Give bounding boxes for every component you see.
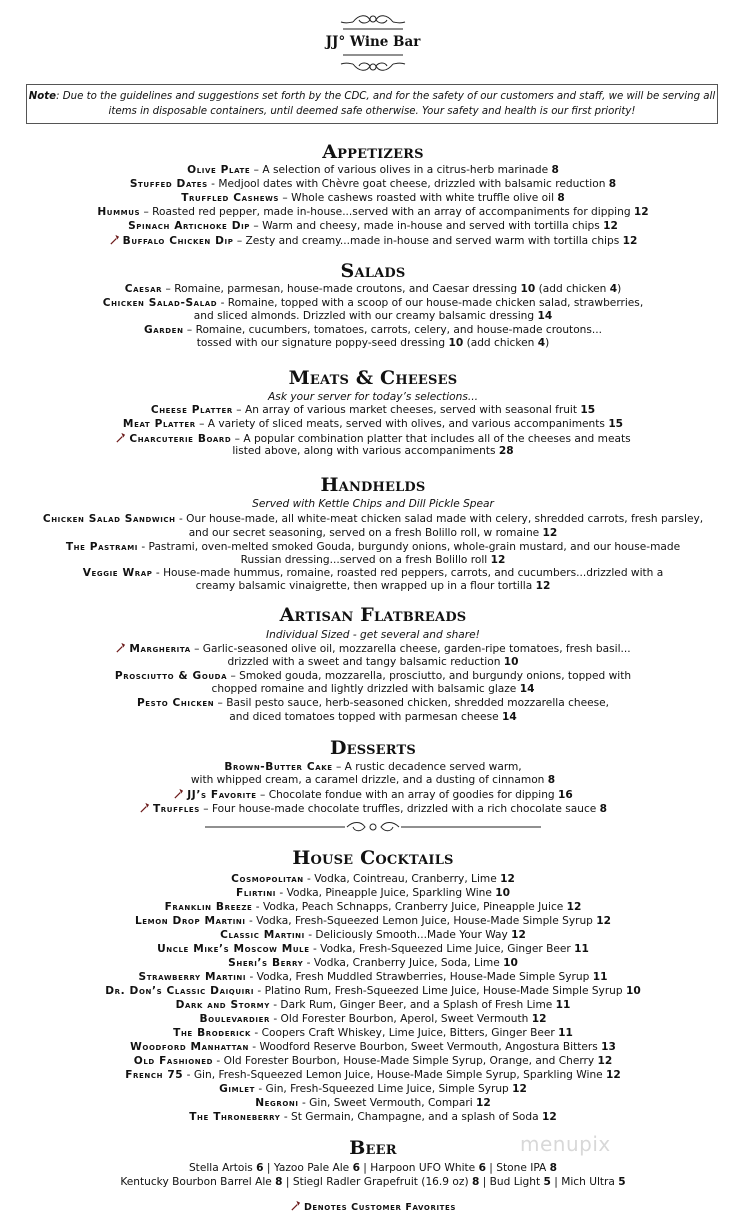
favorite-wine-glass-icon [139,802,150,813]
favorites-legend: Denotes Customer Favorites [0,1200,746,1214]
favorite-wine-glass-icon [109,234,120,245]
menu-item: Cosmopolitan - Vodka, Cointreau, Cranberry, Lime 12 [231,873,515,885]
beer-heading: Beer [349,1137,397,1159]
menu-item-continued: tossed with our signature poppy-seed dressing 10 (add chicken 4) [196,337,550,349]
appetizers-heading: Appetizers [322,141,424,163]
menu-item: Dark and Stormy - Dark Rum, Ginger Beer, and a Splash of Fresh Lime 11 [175,999,571,1011]
menu-item: The Broderick - Coopers Craft Whiskey, Lime Juice, Bitters, Ginger Beer 11 [173,1027,573,1039]
menu-item: Brown-Butter Cake – A rustic decadence served warm, [224,761,522,773]
menu-item: Strawberry Martini - Vodka, Fresh Muddled Strawberries, House-Made Simple Syrup 11 [138,971,608,983]
menu-item-continued: Russian dressing...served on a fresh Bolillo roll 12 [240,554,506,566]
menu-item: The Throneberry - St Germain, Champagne, and a splash of Soda 12 [189,1111,557,1123]
menu-item: Dr. Don’s Classic Daiquiri - Platino Rum, Fresh-Squeezed Lime Juice, House-Made Simple Syrup 10 [105,985,641,997]
cocktails-heading: House Cocktails [292,847,454,869]
menu-item: Charcuterie Board – A popular combination platter that includes all of the cheeses and meats [0,432,746,446]
menu-item: JJ’s Favorite – Chocolate fondue with an array of goodies for dipping 16 [0,788,746,802]
menu-item: Chicken Salad Sandwich - Our house-made, all white-meat chicken salad made with celery, shredded carrots, fresh parsley, [42,513,704,525]
note-label: Note [28,91,57,102]
menu-item: Prosciutto & Gouda – Smoked gouda, mozzarella, prosciutto, and burgundy onions, topped with [114,670,632,682]
menu-item: Boulevardier - Old Forester Bourbon, Aperol, Sweet Vermouth 12 [199,1013,547,1025]
menu-item: Franklin Breeze - Vodka, Peach Schnapps, Cranberry Juice, Pineapple Juice 12 [164,901,582,913]
menu-item: Chicken Salad-Salad - Romaine, topped with a scoop of our house-made chicken salad, strawberries, [102,297,644,309]
menu-item: Truffles – Four house-made chocolate truffles, drizzled with a rich chocolate sauce 8 [0,802,746,816]
menu-item: Veggie Wrap - House-made hummus, romaine, roasted red peppers, carrots, and cucumbers...drizzled with a [82,567,664,579]
section-subtitle: Individual Sized - get several and share! [266,629,480,641]
menu-item-continued: and diced tomatoes topped with parmesan cheese 14 [229,711,517,723]
section-subtitle: Ask your server for today’s selections... [268,391,478,403]
menu-item-continued: and sliced almonds. Drizzled with our creamy balsamic dressing 14 [193,310,553,322]
beer-row: Stella Artois 6 | Yazoo Pale Ale 6 | Harpoon UFO White 6 | Stone IPA 8 [188,1162,558,1174]
salads-heading: Salads [340,260,406,282]
menu-item: Caesar – Romaine, parmesan, house-made croutons, and Caesar dressing 10 (add chicken 4) [124,283,622,295]
menu-item-continued: and our secret seasoning, served on a fresh Bolillo roll, w romaine 12 [188,527,558,539]
menu-item: Garden – Romaine, cucumbers, tomatoes, carrots, celery, and house-made croutons... [143,324,603,336]
menu-item: Gimlet - Gin, Fresh-Squeezed Lime Juice, Simple Syrup 12 [219,1083,527,1095]
menu-item: Hummus – Roasted red pepper, made in-house...served with an array of accompaniments for dipping 12 [97,206,649,218]
menu-item-continued: chopped romaine and lightly drizzled with balsamic glaze 14 [211,683,535,695]
menu-item: Spinach Artichoke Dip – Warm and cheesy, made in-house and served with tortilla chips 12 [128,220,618,232]
favorite-wine-glass-icon [115,432,126,443]
meats-cheeses-heading: Meats & Cheeses [288,367,458,389]
menu-item: Truffled Cashews – Whole cashews roasted with white truffle olive oil 8 [181,192,565,204]
menu-item: Classic Martini - Deliciously Smooth...Made Your Way 12 [220,929,526,941]
menu-item: Flirtini - Vodka, Pineapple Juice, Sparkling Wine 10 [235,887,510,899]
menu-item: Meat Platter – A variety of sliced meats, served with olives, and various accompaniments 15 [122,418,624,430]
menu-item: Margherita – Garlic-seasoned olive oil, mozzarella cheese, garden-ripe tomatoes, fresh basil... [0,642,746,656]
menu-item-continued: listed above, along with various accompaniments 28 [232,445,514,457]
menu-item: Sheri’s Berry - Vodka, Cranberry Juice, Soda, Lime 10 [228,957,518,969]
cdc-note [26,84,718,124]
menupix-watermark: menupix [520,1132,611,1156]
menu-item: Lemon Drop Martini - Vodka, Fresh-Squeezed Lemon Juice, House-Made Simple Syrup 12 [134,915,612,927]
favorite-wine-glass-icon [115,642,126,653]
menu-item-continued: drizzled with a sweet and tangy balsamic reduction 10 [227,656,519,668]
section-subtitle: Served with Kettle Chips and Dill Pickle Spear [252,498,494,510]
menu-item-continued: with whipped cream, a caramel drizzle, and a dusting of cinnamon 8 [190,774,556,786]
favorite-wine-glass-icon [173,788,184,799]
menu-item: Olive Plate – A selection of various olives in a citrus-herb marinade 8 [187,164,559,176]
note-text: : Due to the guidelines and suggestions set forth by the CDC, and for the safety of our customers and staff, we will be serving all items in disposable containers, until deemed safe otherwise. Your safety and health is our first priority! [56,91,716,117]
menu-item: Woodford Manhattan - Woodford Reserve Bourbon, Sweet Vermouth, Angostura Bitters 13 [130,1041,616,1053]
flatbreads-heading: Artisan Flatbreads [279,604,467,626]
menu-item: French 75 - Gin, Fresh-Squeezed Lemon Juice, House-Made Simple Syrup, Sparkling Wine 12 [125,1069,621,1081]
favorite-wine-glass-icon [290,1200,301,1211]
menu-item-continued: creamy balsamic vinaigrette, then wrapped up in a flour tortilla 12 [195,580,551,592]
logo-title: JJ° Wine Bar [325,34,421,50]
handhelds-heading: Handhelds [320,474,426,496]
menu-item: Uncle Mike’s Moscow Mule - Vodka, Fresh-Squeezed Lime Juice, Ginger Beer 11 [157,943,589,955]
menu-item: Cheese Platter – An array of various market cheeses, served with seasonal fruit 15 [150,404,596,416]
desserts-heading: Desserts [329,737,417,759]
menu-item: Buffalo Chicken Dip – Zesty and creamy...made in-house and served warm with tortilla chips 12 [0,234,746,248]
menu-item: Old Fashioned - Old Forester Bourbon, House-Made Simple Syrup, Orange, and Cherry 12 [133,1055,613,1067]
menu-item: Negroni - Gin, Sweet Vermouth, Compari 12 [255,1097,491,1109]
menu-item: Stuffed Dates - Medjool dates with Chèvre goat cheese, drizzled with balsamic reduction 8 [129,178,617,190]
menu-item: Pesto Chicken – Basil pesto sauce, herb-seasoned chicken, shredded mozzarella cheese, [136,697,610,709]
logo [323,10,423,76]
beer-row: Kentucky Bourbon Barrel Ale 8 | Stiegl Radler Grapefruit (16.9 oz) 8 | Bud Light 5 | Mich Ultra 5 [120,1176,626,1188]
ornament-divider-icon [205,820,541,834]
menu-item: The Pastrami - Pastrami, oven-melted smoked Gouda, burgundy onions, whole-grain mustard, and our house-made [65,541,681,553]
